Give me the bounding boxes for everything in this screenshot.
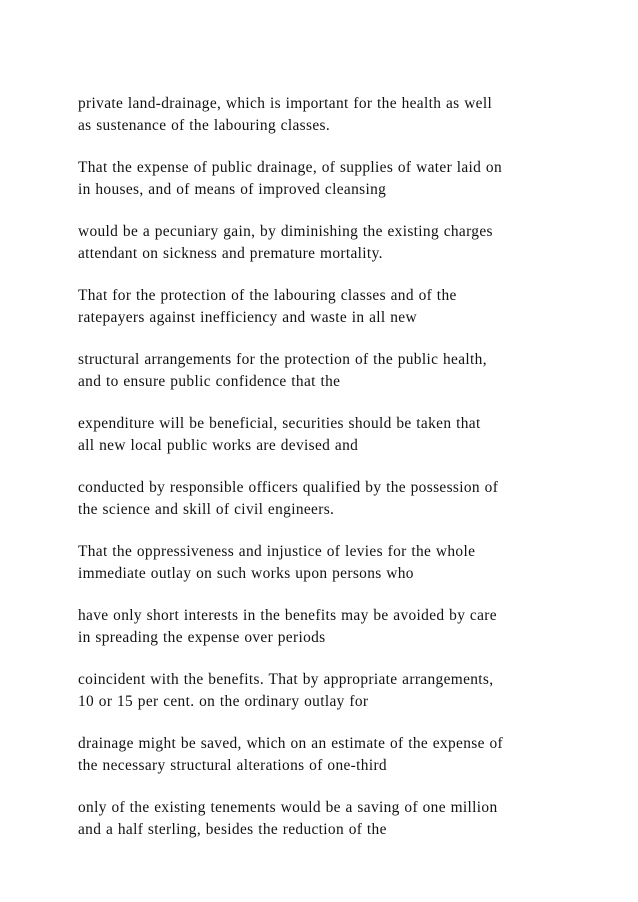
paragraph-7: conducted by responsible officers qualified by the possession of the science and skill of civil engineers. (78, 479, 499, 518)
paragraph-2: That the expense of public drainage, of supplies of water laid on in houses, and of means of improved cleansing (78, 159, 503, 198)
paragraph-11: drainage might be saved, which on an estimate of the expense of the necessary structural alterations of one-third (78, 735, 504, 774)
paragraph-1: private land-drainage, which is important for the health as well as sustenance of the labouring classes. (78, 95, 493, 134)
paragraph-9: have only short interests in the benefits may be avoided by care in spreading the expense over periods (78, 607, 497, 646)
paragraph-5: structural arrangements for the protection of the public health, and to ensure public confidence that the (78, 351, 487, 390)
paragraph-12: only of the existing tenements would be a saving of one million and a half sterling, besides the reduction of the (78, 799, 498, 838)
paragraph-6: expenditure will be beneficial, securities should be taken that all new local public works are devised and (78, 415, 481, 454)
paragraph-3: would be a pecuniary gain, by diminishing the existing charges attendant on sickness and premature mortality. (78, 223, 493, 262)
document-body (78, 93, 578, 861)
paragraph-4: That for the protection of the labouring classes and of the ratepayers against inefficiency and waste in all new (78, 287, 457, 326)
paragraph-10: coincident with the benefits. That by appropriate arrangements, 10 or 15 per cent. on the ordinary outlay for (78, 671, 494, 710)
paragraph-8: That the oppressiveness and injustice of levies for the whole immediate outlay on such works upon persons who (78, 543, 476, 582)
